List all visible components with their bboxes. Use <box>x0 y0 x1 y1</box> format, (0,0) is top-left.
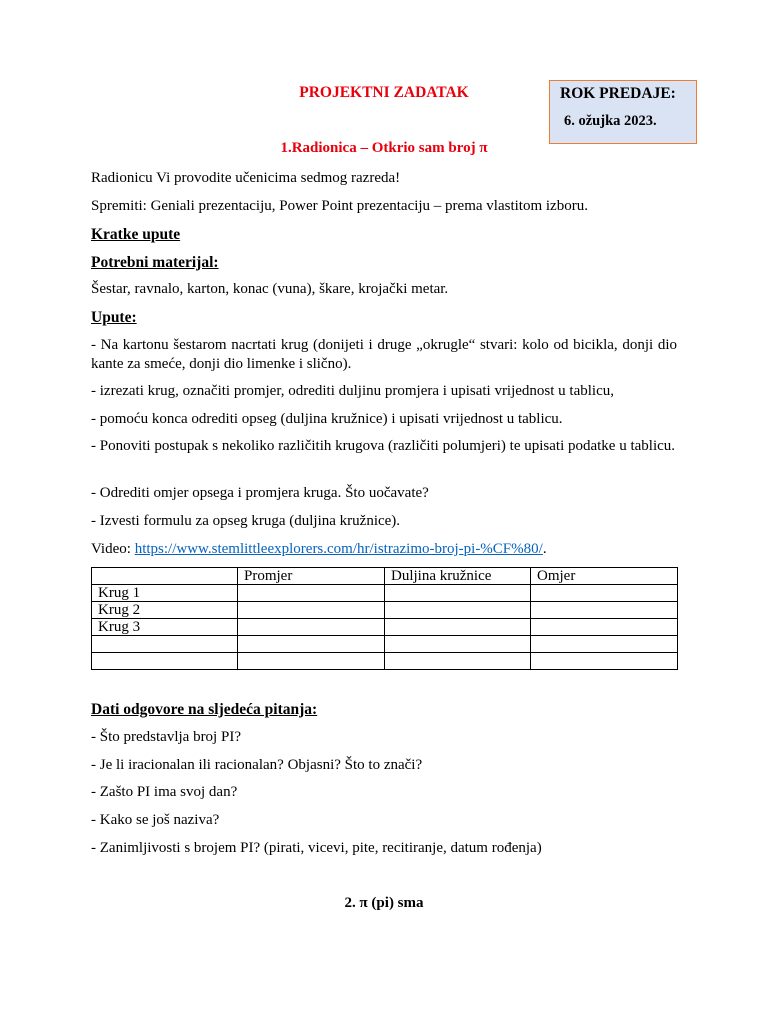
table-cell <box>385 653 531 670</box>
table-cell <box>92 653 238 670</box>
deadline-date: 6. ožujka 2023. <box>564 113 657 129</box>
table-cell <box>385 636 531 653</box>
table-cell: Krug 2 <box>92 602 238 619</box>
measurement-table <box>91 567 678 670</box>
heading-kratke-upute: Kratke upute <box>91 226 181 243</box>
step-5: - Odrediti omjer opsega i promjera kruga. Što uočavate? <box>91 485 429 501</box>
table-cell: Krug 3 <box>92 619 238 636</box>
table-row <box>92 619 678 636</box>
intro-line-1: Radionicu Vi provodite učenicima sedmog razreda! <box>91 170 401 186</box>
table-cell <box>531 619 678 636</box>
deadline-label: ROK PREDAJE: <box>560 85 676 102</box>
table-header-cell <box>92 568 238 585</box>
section-2-title: 2. π (pi) sma <box>344 895 424 911</box>
table-cell <box>531 653 678 670</box>
intro-line-2: Spremiti: Geniali prezentaciju, Power Point prezentaciju – prema vlastitom izboru. <box>91 198 588 214</box>
video-link[interactable]: https://www.stemlittleexplorers.com/hr/istrazimo-broj-pi-%CF%80/ <box>134 541 543 557</box>
video-label: Video: <box>91 541 135 557</box>
question-5: - Zanimljivosti s brojem PI? (pirati, vicevi, pite, recitiranje, datum rođenja) <box>91 840 542 856</box>
heading-potrebni-materijal: Potrebni materijal: <box>91 254 219 271</box>
step-1: - Na kartonu šestarom nacrtati krug (donijeti i druge „okrugle“ stvari: kolo od bicikla, donji dio kante za smeće, donji dio limenke i slično). <box>91 337 677 372</box>
table-header-cell: Promjer <box>238 568 385 585</box>
table-row <box>92 636 678 653</box>
step-3: - pomoću konca odrediti opseg (duljina kružnice) i upisati vrijednost u tablicu. <box>91 411 563 427</box>
table-cell <box>531 585 678 602</box>
table-cell <box>385 619 531 636</box>
table-row <box>92 653 678 670</box>
table-header-row <box>92 568 678 585</box>
table-cell <box>531 636 678 653</box>
question-4: - Kako se još naziva? <box>91 812 220 828</box>
question-2: - Je li iracionalan ili racionalan? Objasni? Što to znači? <box>91 757 423 773</box>
materials-text: Šestar, ravnalo, karton, konac (vuna), škare, krojački metar. <box>91 281 449 297</box>
heading-upute: Upute: <box>91 309 137 326</box>
video-line <box>91 540 677 559</box>
table-row <box>92 602 678 619</box>
question-3: - Zašto PI ima svoj dan? <box>91 784 238 800</box>
step-6: - Izvesti formulu za opseg kruga (duljina kružnice). <box>91 513 401 529</box>
table-cell <box>385 585 531 602</box>
table-cell <box>92 636 238 653</box>
page-title: PROJEKTNI ZADATAK <box>299 84 469 101</box>
table-cell <box>238 636 385 653</box>
video-trailing: . <box>542 541 547 557</box>
table-cell <box>238 602 385 619</box>
table-header-cell: Omjer <box>531 568 678 585</box>
table-cell <box>531 602 678 619</box>
step-2: - izrezati krug, označiti promjer, odrediti duljinu promjera i upisati vrijednost u tablicu, <box>91 383 615 399</box>
table-cell <box>385 602 531 619</box>
table-header-cell: Duljina kružnice <box>385 568 531 585</box>
table-cell <box>238 619 385 636</box>
table-row <box>92 585 678 602</box>
table-cell <box>238 653 385 670</box>
table-cell <box>238 585 385 602</box>
deadline-box <box>549 80 697 144</box>
questions-heading: Dati odgovore na sljedeća pitanja: <box>91 701 318 718</box>
step-4: - Ponoviti postupak s nekoliko različitih krugova (različiti polumjeri) te upisati podatke u tablicu. <box>91 438 676 454</box>
table-cell: Krug 1 <box>92 585 238 602</box>
workshop-title: 1.Radionica – Otkrio sam broj π <box>280 140 488 156</box>
question-1: - Što predstavlja broj PI? <box>91 729 241 745</box>
